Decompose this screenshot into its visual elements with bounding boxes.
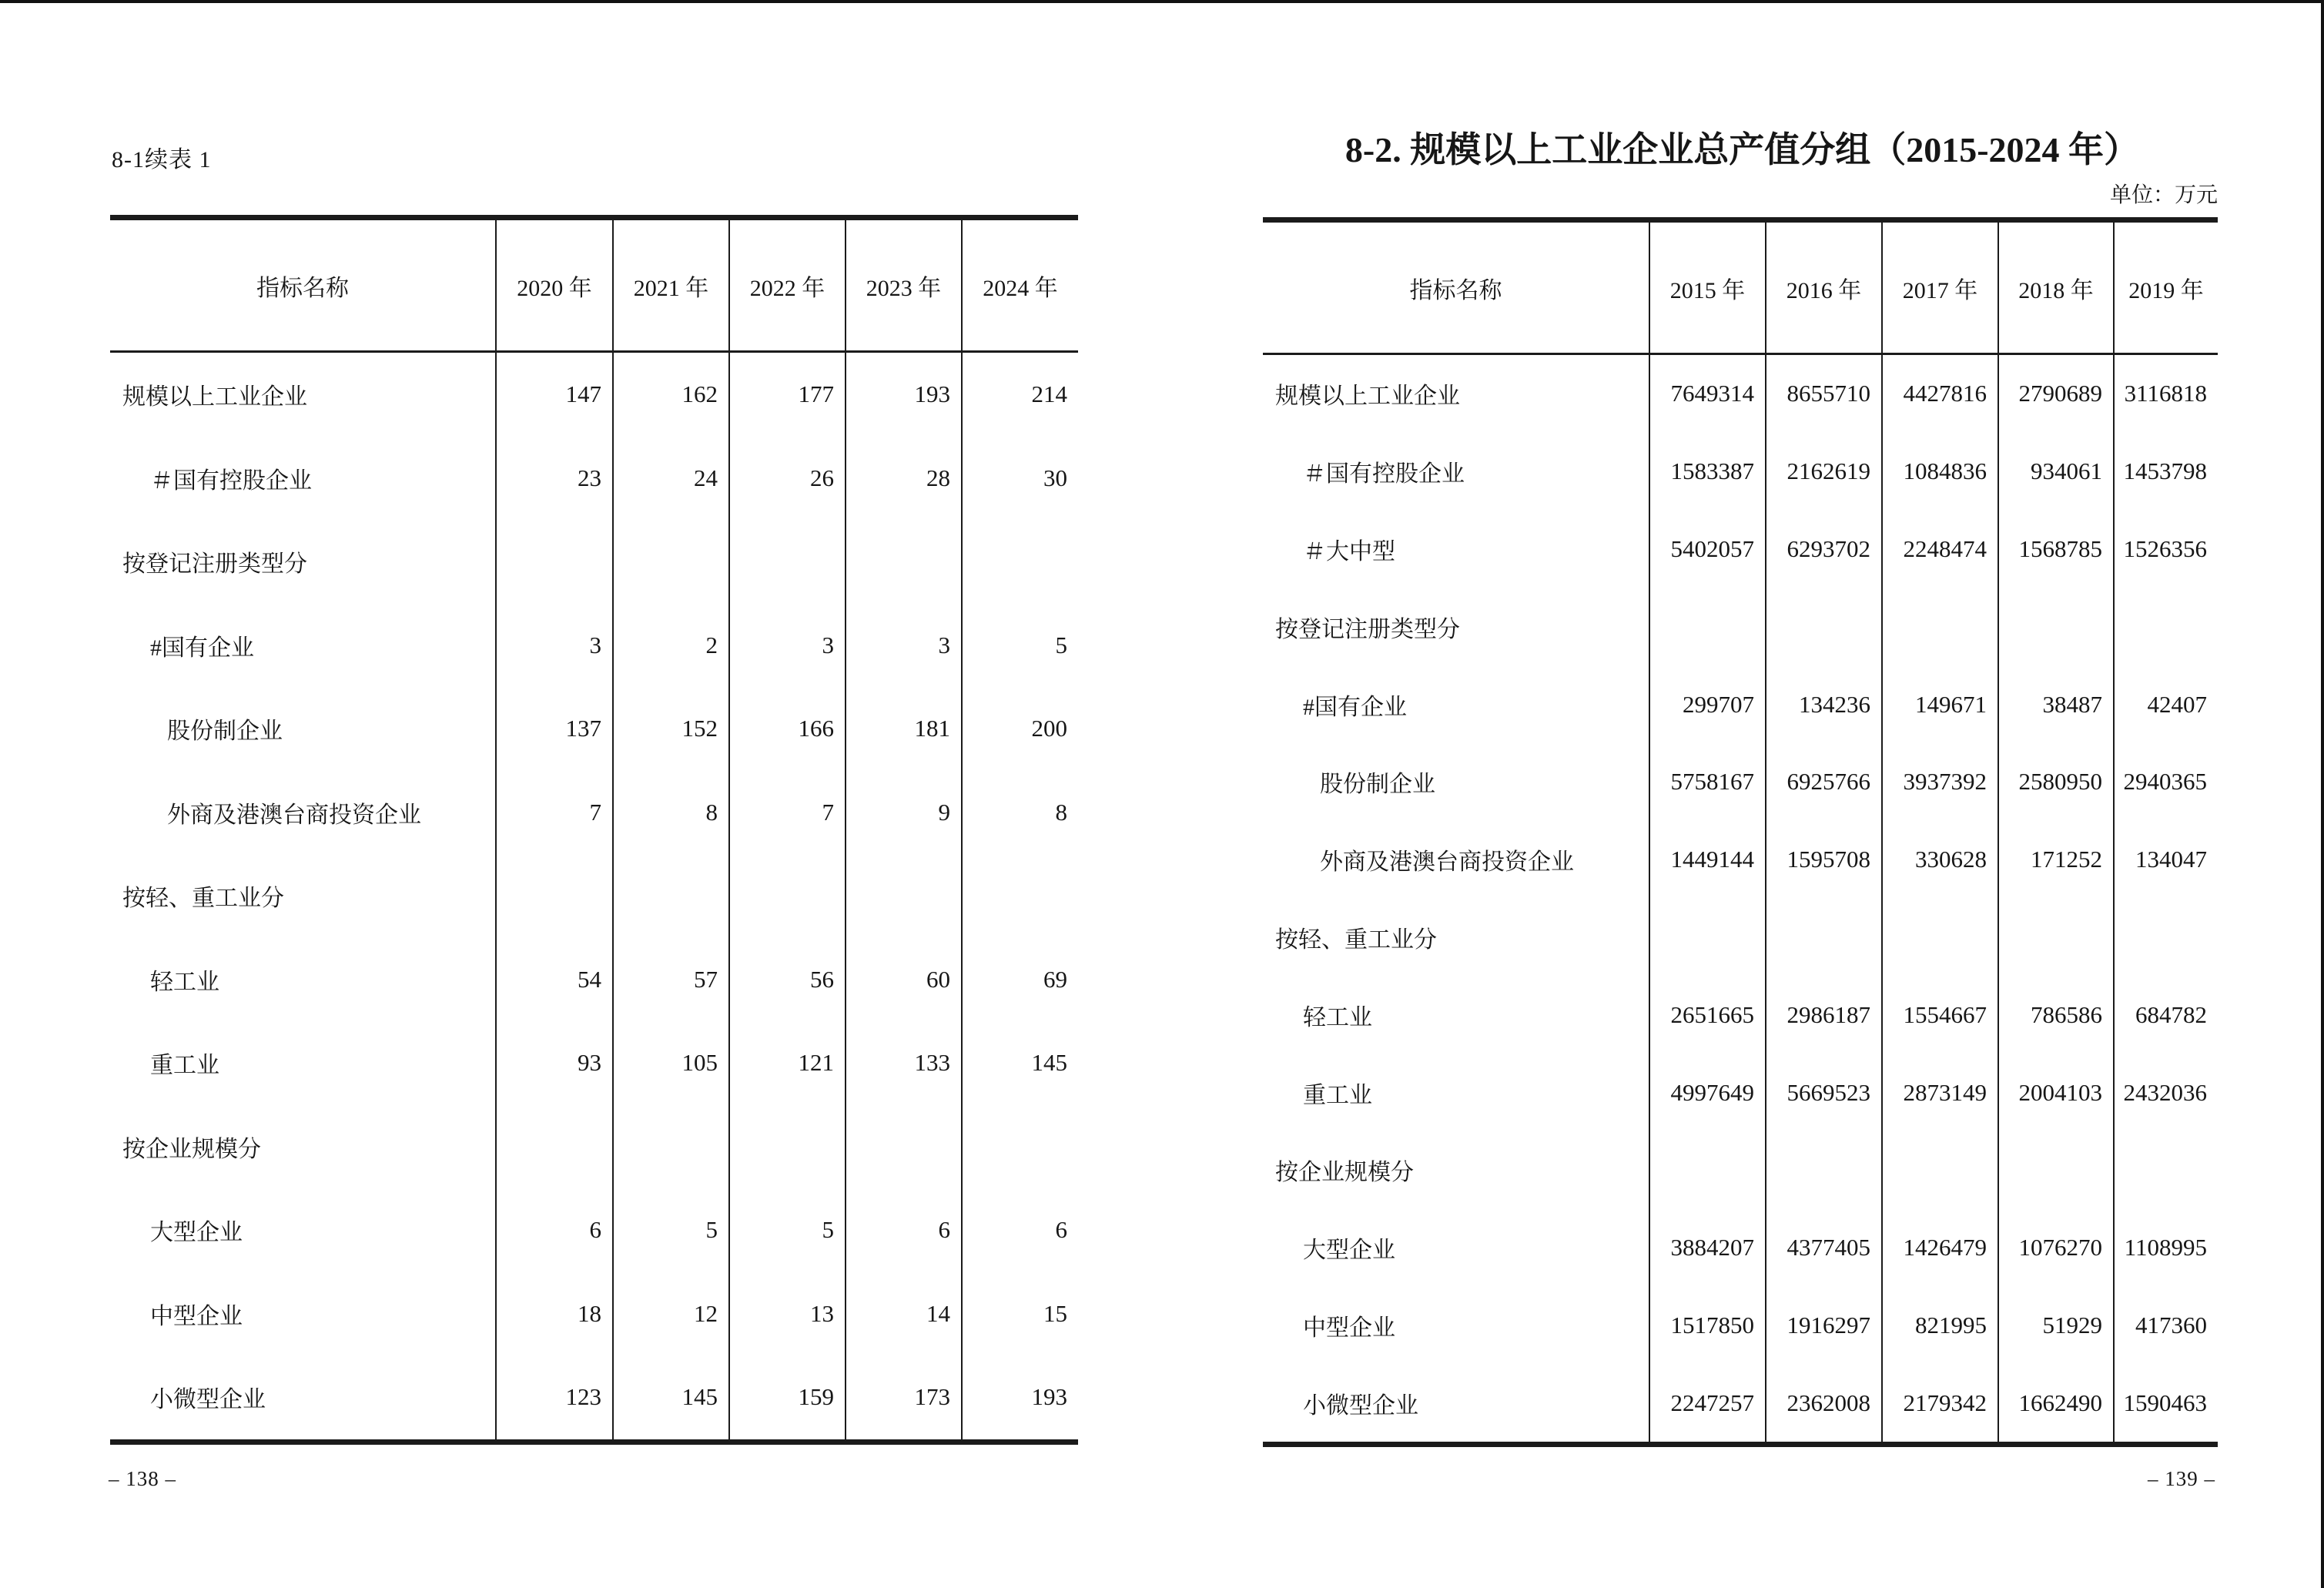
row-label: 按登记注册类型分: [1275, 616, 1460, 642]
page-number-138: – 138 –: [109, 1467, 176, 1490]
row-value: 8655710: [1765, 355, 1881, 433]
row-value: [1765, 899, 1881, 977]
row-value: 3: [845, 604, 961, 688]
row-value: 1526356: [2113, 511, 2218, 588]
row-value: 3937392: [1881, 743, 1998, 821]
table-8-2: [1263, 217, 2218, 1447]
row-value: 299707: [1649, 665, 1765, 743]
row-value: 1108995: [2113, 1209, 2218, 1287]
row-value: 4377405: [1765, 1209, 1881, 1287]
row-value: 5: [961, 604, 1078, 688]
row-value: 193: [845, 353, 961, 437]
row-value: [1649, 899, 1765, 977]
row-label: 按轻、重工业分: [1275, 926, 1437, 953]
row-value: 1517850: [1649, 1287, 1765, 1365]
row-value: 42407: [2113, 665, 2218, 743]
row-value: 2986187: [1765, 976, 1881, 1054]
header-year: 2023 年: [845, 220, 961, 353]
row-value: 2362008: [1765, 1364, 1881, 1442]
row-value: 51929: [1998, 1287, 2113, 1365]
row-value: 1916297: [1765, 1287, 1881, 1365]
row-value: 1662490: [1998, 1364, 2113, 1442]
row-value: 214: [961, 353, 1078, 437]
row-value: 2940365: [2113, 743, 2218, 821]
row-value: [1765, 588, 1881, 665]
row-value: 7: [495, 771, 612, 855]
row-value: [1881, 899, 1998, 977]
row-value: 6: [961, 1188, 1078, 1272]
row-label: 大型企业: [150, 1220, 243, 1246]
row-value: [1998, 1131, 2113, 1209]
row-value: 9: [845, 771, 961, 855]
table-8-2-title: 8-2. 规模以上工业企业总产值分组（2015-2024 年）: [1345, 130, 2140, 169]
header-indicator-name: 指标名称: [1263, 223, 1649, 355]
row-value: 1595708: [1765, 821, 1881, 899]
row-value: 6925766: [1765, 743, 1881, 821]
row-label: 规模以上工业企业: [122, 384, 307, 410]
row-value: 26: [728, 437, 845, 521]
unit-label: 单位：万元: [2109, 183, 2218, 207]
row-label: 规模以上工业企业: [1275, 384, 1460, 410]
row-value: [612, 1105, 728, 1189]
row-value: [495, 520, 612, 604]
row-value: 6293702: [1765, 511, 1881, 588]
row-value: [495, 854, 612, 938]
row-value: 181: [845, 687, 961, 771]
row-value: [1649, 1131, 1765, 1209]
row-label: 按企业规模分: [1275, 1160, 1414, 1186]
row-value: 5402057: [1649, 511, 1765, 588]
row-label: 轻工业: [150, 969, 219, 995]
row-value: 152: [612, 687, 728, 771]
row-label: ＃大中型: [1303, 538, 1395, 565]
row-value: 171252: [1998, 821, 2113, 899]
row-value: 2580950: [1998, 743, 2113, 821]
row-value: 30: [961, 437, 1078, 521]
header-year: 2021 年: [612, 220, 728, 353]
row-value: 1426479: [1881, 1209, 1998, 1287]
row-value: 166: [728, 687, 845, 771]
row-value: 7649314: [1649, 355, 1765, 433]
row-value: 60: [845, 938, 961, 1022]
row-value: 38487: [1998, 665, 2113, 743]
row-label: #国有企业: [1303, 694, 1407, 720]
header-year: 2015 年: [1649, 223, 1765, 355]
row-value: 147: [495, 353, 612, 437]
row-value: 145: [961, 1021, 1078, 1105]
row-value: [2113, 588, 2218, 665]
row-value: 3: [495, 604, 612, 688]
header-year: 2024 年: [961, 220, 1078, 353]
row-value: 1590463: [2113, 1364, 2218, 1442]
row-value: 2: [612, 604, 728, 688]
row-label: 大型企业: [1303, 1238, 1395, 1264]
row-value: 2247257: [1649, 1364, 1765, 1442]
row-value: 3116818: [2113, 355, 2218, 433]
row-value: [1649, 588, 1765, 665]
row-value: [961, 1105, 1078, 1189]
row-value: [1765, 1131, 1881, 1209]
row-value: [961, 854, 1078, 938]
header-year: 2017 年: [1881, 223, 1998, 355]
row-label: 股份制企业: [1320, 772, 1435, 798]
row-value: [612, 520, 728, 604]
row-value: 23: [495, 437, 612, 521]
row-value: 12: [612, 1272, 728, 1356]
row-label: 按登记注册类型分: [122, 551, 307, 578]
row-value: 2432036: [2113, 1054, 2218, 1131]
row-value: 2248474: [1881, 511, 1998, 588]
row-value: 417360: [2113, 1287, 2218, 1365]
row-value: 3: [728, 604, 845, 688]
row-label: 轻工业: [1303, 1004, 1372, 1030]
row-value: 5669523: [1765, 1054, 1881, 1131]
row-value: 6: [495, 1188, 612, 1272]
table-8-1-continued: [110, 215, 1078, 1445]
page-number-139: – 139 –: [2148, 1467, 2215, 1490]
row-label: ＃国有控股企业: [150, 467, 312, 494]
row-value: [728, 854, 845, 938]
row-value: 330628: [1881, 821, 1998, 899]
row-value: 786586: [1998, 976, 2113, 1054]
row-value: 8: [961, 771, 1078, 855]
row-value: 1583387: [1649, 433, 1765, 511]
row-value: 4997649: [1649, 1054, 1765, 1131]
row-label: 按轻、重工业分: [122, 886, 284, 912]
row-value: 24: [612, 437, 728, 521]
row-value: 177: [728, 353, 845, 437]
row-label: 股份制企业: [167, 719, 283, 745]
row-value: 934061: [1998, 433, 2113, 511]
row-value: 2790689: [1998, 355, 2113, 433]
row-value: [728, 1105, 845, 1189]
row-value: 5758167: [1649, 743, 1765, 821]
row-value: [1998, 899, 2113, 977]
row-value: 2651665: [1649, 976, 1765, 1054]
row-value: 1076270: [1998, 1209, 2113, 1287]
row-value: 162: [612, 353, 728, 437]
row-value: 1449144: [1649, 821, 1765, 899]
row-value: 8: [612, 771, 728, 855]
row-value: 3884207: [1649, 1209, 1765, 1287]
row-value: 18: [495, 1272, 612, 1356]
row-label: 中型企业: [150, 1303, 243, 1329]
row-value: 5: [612, 1188, 728, 1272]
row-value: 69: [961, 938, 1078, 1022]
row-value: 133: [845, 1021, 961, 1105]
row-value: 1554667: [1881, 976, 1998, 1054]
row-value: 123: [495, 1355, 612, 1439]
row-label: 重工业: [1303, 1082, 1372, 1108]
row-label: #国有企业: [150, 635, 254, 661]
row-label: 小微型企业: [150, 1387, 266, 1413]
row-value: 56: [728, 938, 845, 1022]
row-value: [2113, 1131, 2218, 1209]
row-value: [728, 520, 845, 604]
row-value: 684782: [2113, 976, 2218, 1054]
row-value: 1568785: [1998, 511, 2113, 588]
row-value: 193: [961, 1355, 1078, 1439]
header-year: 2020 年: [495, 220, 612, 353]
row-value: 54: [495, 938, 612, 1022]
row-value: 159: [728, 1355, 845, 1439]
row-value: 137: [495, 687, 612, 771]
row-value: [2113, 899, 2218, 977]
row-value: 2873149: [1881, 1054, 1998, 1131]
row-value: [495, 1105, 612, 1189]
header-year: 2019 年: [2113, 223, 2218, 355]
row-value: 7: [728, 771, 845, 855]
row-value: [1881, 1131, 1998, 1209]
row-label: 重工业: [150, 1053, 219, 1079]
row-value: 1084836: [1881, 433, 1998, 511]
row-value: 121: [728, 1021, 845, 1105]
row-value: 4427816: [1881, 355, 1998, 433]
row-value: 6: [845, 1188, 961, 1272]
row-value: 2162619: [1765, 433, 1881, 511]
row-value: 57: [612, 938, 728, 1022]
table-continuation-label: 8-1续表 1: [112, 147, 212, 173]
row-value: [1881, 588, 1998, 665]
row-label: 小微型企业: [1303, 1392, 1418, 1419]
row-value: [845, 1105, 961, 1189]
row-value: 13: [728, 1272, 845, 1356]
row-value: [845, 854, 961, 938]
row-value: 14: [845, 1272, 961, 1356]
scan-edge-right: [2321, 0, 2324, 1588]
row-value: 1453798: [2113, 433, 2218, 511]
row-value: [1998, 588, 2113, 665]
row-label: 外商及港澳台商投资企业: [167, 802, 421, 828]
row-label: 按企业规模分: [122, 1136, 261, 1162]
row-value: 821995: [1881, 1287, 1998, 1365]
row-value: 134047: [2113, 821, 2218, 899]
row-value: 200: [961, 687, 1078, 771]
row-value: [612, 854, 728, 938]
row-value: 173: [845, 1355, 961, 1439]
scan-edge-top: [0, 0, 2324, 3]
row-value: 2004103: [1998, 1054, 2113, 1131]
row-value: 93: [495, 1021, 612, 1105]
row-label: 中型企业: [1303, 1315, 1395, 1341]
row-label: ＃国有控股企业: [1303, 461, 1465, 487]
header-year: 2018 年: [1998, 223, 2113, 355]
header-indicator-name: 指标名称: [110, 220, 495, 353]
row-value: 28: [845, 437, 961, 521]
row-value: 145: [612, 1355, 728, 1439]
row-value: 5: [728, 1188, 845, 1272]
row-label: 外商及港澳台商投资企业: [1320, 849, 1574, 876]
row-value: 105: [612, 1021, 728, 1105]
row-value: [845, 520, 961, 604]
header-year: 2016 年: [1765, 223, 1881, 355]
row-value: 134236: [1765, 665, 1881, 743]
row-value: 2179342: [1881, 1364, 1998, 1442]
header-year: 2022 年: [728, 220, 845, 353]
row-value: 149671: [1881, 665, 1998, 743]
row-value: [961, 520, 1078, 604]
row-value: 15: [961, 1272, 1078, 1356]
